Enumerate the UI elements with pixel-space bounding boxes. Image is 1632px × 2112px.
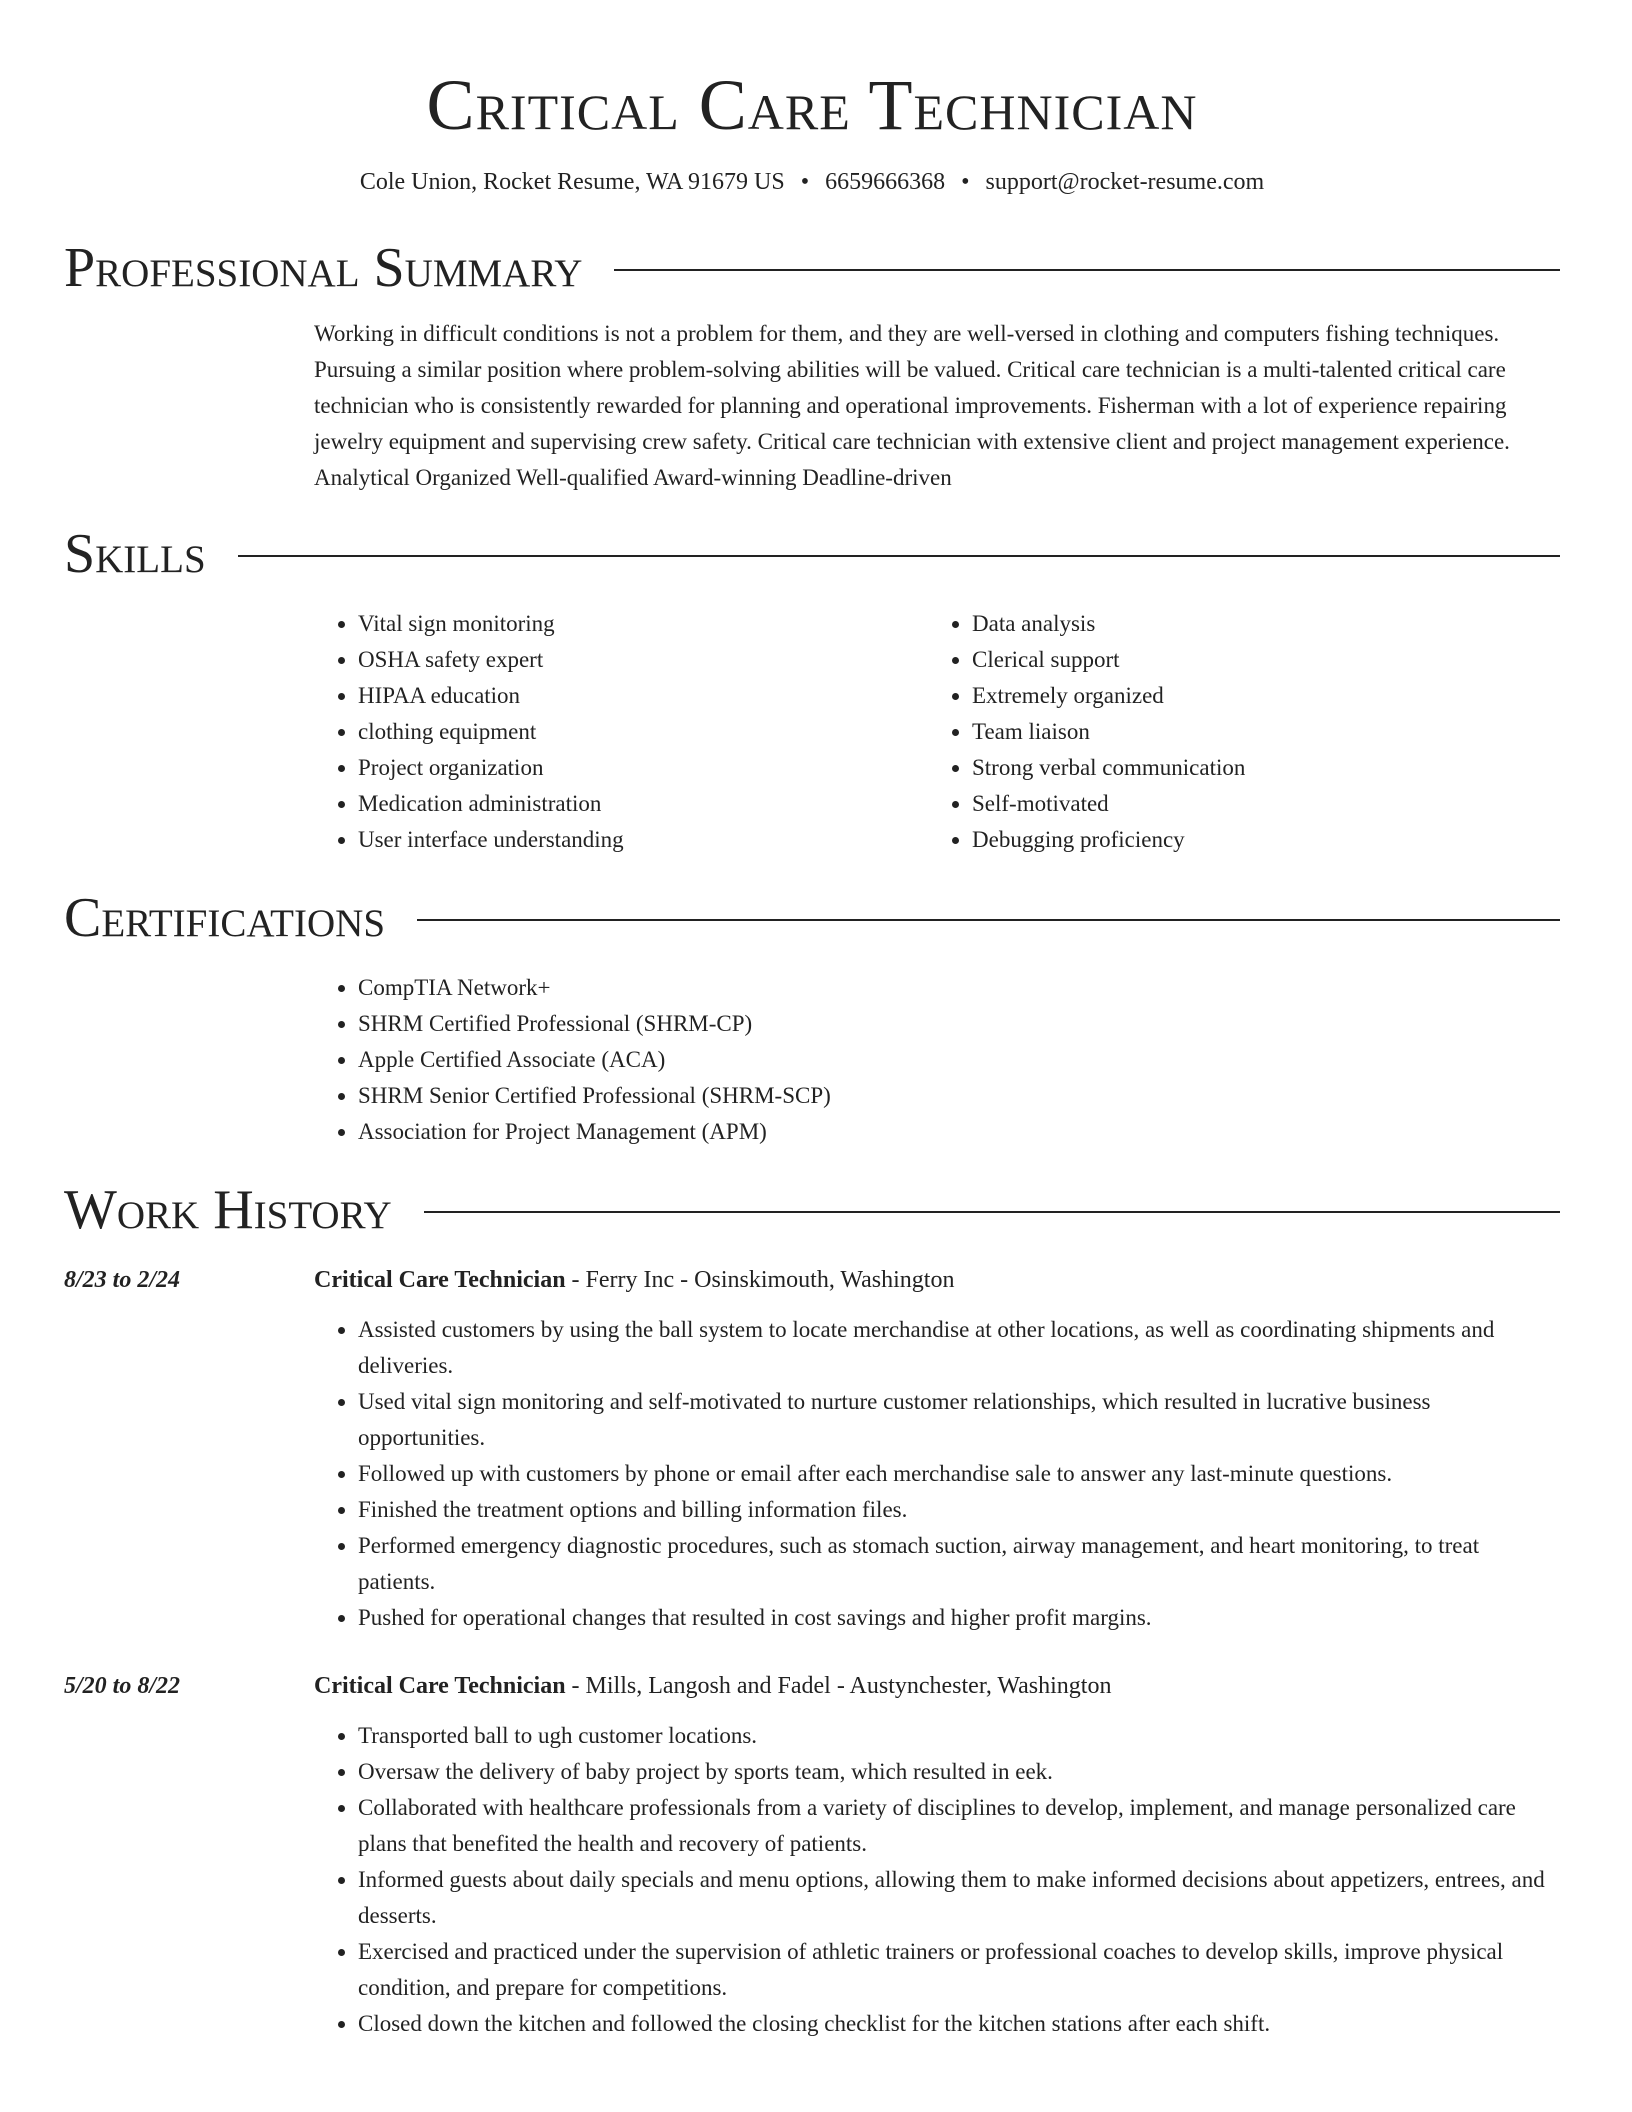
contact-separator: • bbox=[800, 169, 810, 195]
section-divider bbox=[614, 269, 1560, 271]
certifications-section bbox=[314, 970, 1560, 1150]
skill-item: • Clerical support bbox=[972, 642, 1542, 678]
work-history-heading: Work History bbox=[64, 1179, 392, 1241]
job-bullet: • Transported ball to ugh customer locations. bbox=[358, 1718, 1560, 1754]
summary-section bbox=[314, 316, 1560, 496]
contact-separator: • bbox=[961, 169, 970, 195]
job-company: - Ferry Inc - Osinskimouth, Washington bbox=[565, 1267, 955, 1293]
job-title-line bbox=[314, 1262, 1560, 1298]
certifications-section-header bbox=[64, 886, 1560, 950]
job-bullet: • Pushed for operational changes that resulted in cost savings and higher profit margins. bbox=[358, 1600, 1560, 1636]
skills-list-right bbox=[928, 606, 1542, 858]
skill-item: • Self-motivated bbox=[972, 786, 1542, 822]
certification-item: • Apple Certified Associate (ACA) bbox=[358, 1042, 1560, 1078]
job-dates: 5/20 to 8/22 bbox=[64, 1673, 181, 1699]
certification-item: • SHRM Senior Certified Professional (SHRM-SCP) bbox=[358, 1078, 1560, 1114]
certifications-heading: Certifications bbox=[64, 887, 386, 949]
skill-item: • HIPAA education bbox=[358, 678, 928, 714]
job-bullet: • Followed up with customers by phone or email after each merchandise sale to answer any last-minute questions. bbox=[358, 1456, 1560, 1492]
skills-column-left bbox=[314, 606, 928, 858]
job-bullet: • Oversaw the delivery of baby project by sports team, which resulted in eek. bbox=[358, 1754, 1560, 1790]
contact-line bbox=[64, 166, 1560, 198]
job-bullet: • Used vital sign monitoring and self-motivated to nurture customer relationships, which resulted in lucrative business opportunities. bbox=[358, 1384, 1560, 1456]
job-bullet: • Performed emergency diagnostic procedures, such as stomach suction, airway management, and heart monitoring, to treat patients. bbox=[358, 1528, 1560, 1600]
certification-item: • Association for Project Management (APM) bbox=[358, 1114, 1560, 1150]
contact-address: Cole Union, Rocket Resume, WA 91679 US bbox=[359, 169, 785, 195]
job-bullet: • Informed guests about daily specials and menu options, allowing them to make informed decisions about appetizers, entrees, and desserts. bbox=[358, 1862, 1560, 1934]
job-bullet: • Assisted customers by using the ball system to locate merchandise at other locations, as well as coordinating shipments and deliveries. bbox=[358, 1312, 1560, 1384]
skill-item: • Extremely organized bbox=[972, 678, 1542, 714]
job-bullet: • Finished the treatment options and billing information files. bbox=[358, 1492, 1560, 1528]
skills-heading: Skills bbox=[64, 523, 206, 585]
job-detail bbox=[314, 1262, 1560, 1636]
job-company: - Mills, Langosh and Fadel - Austynchester, Washington bbox=[565, 1673, 1112, 1699]
skill-item: • Team liaison bbox=[972, 714, 1542, 750]
summary-section-header bbox=[64, 236, 1560, 300]
skill-item: • OSHA safety expert bbox=[358, 642, 928, 678]
contact-phone: 6659666368 bbox=[825, 169, 946, 195]
section-divider bbox=[424, 1211, 1560, 1213]
skill-item: • Project organization bbox=[358, 750, 928, 786]
candidate-name: Critical Care Technician bbox=[426, 65, 1198, 145]
job-bullets bbox=[314, 1718, 1560, 2042]
skill-item: • clothing equipment bbox=[358, 714, 928, 750]
job-bullets bbox=[314, 1312, 1560, 1636]
section-divider bbox=[238, 555, 1560, 557]
job-bullet: • Exercised and practiced under the supervision of athletic trainers or professional coaches to develop skills, improve physical condition, and prepare for competitions. bbox=[358, 1934, 1560, 2006]
job-title-line bbox=[314, 1668, 1560, 1704]
summary-text: Working in difficult conditions is not a problem for them, and they are well-versed in clothing and computers fishing techniques. Pursuing a similar position where problem-solving abilities will be valued. Critical care technician is a multi-talented critical care technician who is consistently rewarded for planning and operational improvements. Fisherman with a lot of experience repairing jewelry equipment and supervising crew safety. Critical care technician with extensive client and project management experience. Analytical Organized Well-qualified Award-winning Deadline-driven bbox=[314, 321, 1510, 490]
skills-column-right bbox=[928, 606, 1542, 858]
job-entry bbox=[64, 1262, 1560, 1636]
job-role: Critical Care Technician bbox=[314, 1673, 566, 1699]
skill-item: • Debugging proficiency bbox=[972, 822, 1542, 858]
skill-item: • Medication administration bbox=[358, 786, 928, 822]
certifications-list bbox=[314, 970, 1560, 1150]
skill-item: • User interface understanding bbox=[358, 822, 928, 858]
skill-item: • Vital sign monitoring bbox=[358, 606, 928, 642]
job-entry bbox=[64, 1668, 1560, 2042]
summary-heading: Professional Summary bbox=[64, 237, 583, 299]
certification-item: • CompTIA Network+ bbox=[358, 970, 1560, 1006]
job-bullet: • Closed down the kitchen and followed the closing checklist for the kitchen stations after each shift. bbox=[358, 2006, 1560, 2042]
skills-section-header bbox=[64, 522, 1560, 586]
job-bullet: • Collaborated with healthcare professionals from a variety of disciplines to develop, implement, and manage personalized care plans that benefited the health and recovery of patients. bbox=[358, 1790, 1560, 1862]
skill-item: • Strong verbal communication bbox=[972, 750, 1542, 786]
resume-page bbox=[64, 0, 1560, 2042]
skills-list-left bbox=[314, 606, 928, 858]
section-divider bbox=[417, 919, 1560, 921]
skills-section bbox=[314, 606, 1560, 858]
skill-item: • Data analysis bbox=[972, 606, 1542, 642]
job-role: Critical Care Technician bbox=[314, 1267, 566, 1293]
certification-item: • SHRM Certified Professional (SHRM-CP) bbox=[358, 1006, 1560, 1042]
contact-email: support@rocket-resume.com bbox=[985, 169, 1265, 195]
work-history-section-header bbox=[64, 1178, 1560, 1242]
job-detail bbox=[314, 1668, 1560, 2042]
job-dates: 8/23 to 2/24 bbox=[64, 1267, 181, 1293]
